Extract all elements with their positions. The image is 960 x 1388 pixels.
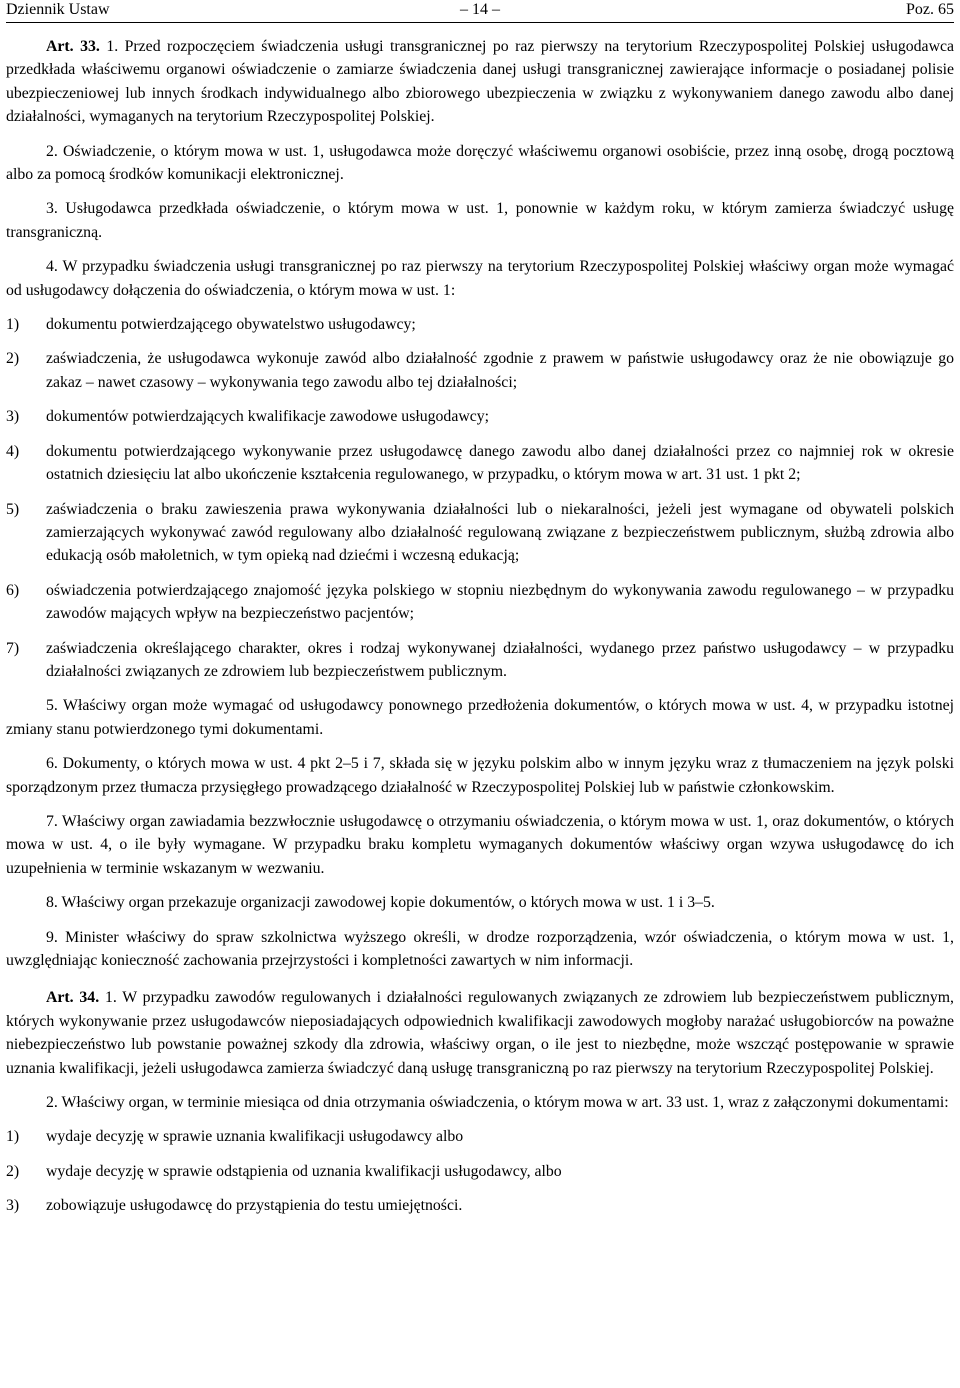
art34-paragraph-2: 2. Właściwy organ, w terminie miesiąca od dnia otrzymania oświadczenia, o którym mowa w art. 33 ust. 1, wraz z załączonymi dokumentami:: [46, 1094, 949, 1112]
art33-paragraph-2: 2. Oświadczenie, o którym mowa w ust. 1, usługodawca może doręczyć właściwemu organowi osobiście, przez inną osobę, drogą pocztową albo za pomocą środków komunikacji elektronicznej.: [6, 142, 954, 184]
document-body: [6, 35, 954, 1218]
art33-paragraph-5: 5. Właściwy organ może wymagać od usługodawcy ponownego przedłożenia dokumentów, o których mowa w ust. 4, w przypadku istotnej zmiany stanu potwierdzonego tymi dokumentami.: [6, 697, 954, 738]
art33-paragraph-4: 4. W przypadku świadczenia usługi transgranicznej po raz pierwszy na terytorium Rzeczypospolitej Polskiej właściwy organ może wymagać od usługodawcy dołączenia do oświadczenia, o którym mowa w ust. 1:: [6, 258, 954, 299]
art34-paragraph-1: Art. 34. 1. W przypadku zawodów regulowanych i działalności regulowanych związanych ze zdrowiem lub bezpieczeństwem publicznym, których wykonywanie przez usługodawców nieposiadających odpowiednich kwalifikacji zawodowych mogłoby narażać usługobiorców na poważne niebezpieczeństwo lub powstanie poważnej szkody dla zdrowia, właściwy organ, o ile jest to niezbędne, może wszcząć postępowanie w sprawie uznania kwalifikacji, jeżeli usługodawca zamierza świadczyć daną usługę transgraniczną po raz pierwszy na terytorium Rzeczypospolitej Polskiej.: [6, 989, 955, 1077]
art33-paragraph-1: Art. 33. 1. Przed rozpoczęciem świadczenia usługi transgranicznej po raz pierwszy na terytorium Rzeczypospolitej Polskiej usługodawca przedkłada właściwemu organowi oświadczenie o zamiarze świadczenia danej usługi transgranicznej zawierające informacje o posiadanej polisie ubezpieczeniowej lub innych środkach indywidualnego albo zbiorowego ubezpieczenia w związku z wykonywaniem danego zawodu albo danej działalności, wymaganych na terytorium Rzeczypospolitej Polskiej.: [6, 38, 955, 126]
art33-paragraph-7: 7. Właściwy organ zawiadamia bezzwłocznie usługodawcę o otrzymaniu oświadczenia, o którym mowa w ust. 1, oraz dokumentów, o których mowa w ust. 4, o ile były wymagane. W przypadku braku kompletu wymaganych dokumentów właściwy organ wzywa usługodawcę do ich uzupełnienia w terminie wskazanym w wezwaniu.: [6, 812, 954, 877]
list-item: 3) dokumentów potwierdzających kwalifikacje zawodowe usługodawcy;: [6, 408, 490, 426]
article-label: Art. 33.: [46, 38, 100, 55]
list-item: 1) wydaje decyzję w sprawie uznania kwalifikacji usługodawcy albo: [6, 1128, 464, 1146]
list-item: 7) zaświadczenia określającego charakter, okres i rodzaj wykonywanej działalności, wydanego przez państwo usługodawcy – w przypadku działalności związanych ze zdrowiem lub bezpieczeństwem publicznym.: [6, 639, 954, 680]
list-item: 3) zobowiązuje usługodawcę do przystąpienia do testu umiejętności.: [6, 1197, 463, 1215]
art33-paragraph-9: 9. Minister właściwy do spraw szkolnictwa wyższego określi, w drodze rozporządzenia, wzór oświadczenia, o którym mowa w ust. 1, uwzględniając konieczność zachowania przejrzystości i kompletności zawartych w nim informacji.: [6, 928, 954, 969]
art33-paragraph-6: 6. Dokumenty, o których mowa w ust. 4 pkt 2–5 i 7, składa się w języku polskim albo w innym języku wraz z tłumaczeniem na język polski sporządzonym przez tłumacza przysięgłego prowadzącego działalność w Rzeczypospolitej Polskiej lub w państwie członkowskim.: [6, 755, 954, 796]
document-page: [6, 0, 954, 1218]
list-item: 2) wydaje decyzję w sprawie odstąpienia od uznania kwalifikacji usługodawcy, albo: [6, 1162, 562, 1180]
journal-title: Dziennik Ustaw: [6, 1, 110, 18]
page-number: – 14 –: [460, 1, 500, 18]
page-header: [6, 0, 954, 23]
list-item: 5) zaświadczenia o braku zawieszenia prawa wykonywania działalności lub o niekaralności, jeżeli jest wymagane od obywateli polskich zamierzających wykonywać zawód regulowany albo działalność regulowaną związane z bezpieczeństwem publicznym, służbą zdrowia albo edukacją osób małoletnich, w tym opieką nad dziećmi i wczesną edukacją;: [6, 500, 954, 565]
list-item: 1) dokumentu potwierdzającego obywatelstwo usługodawcy;: [6, 316, 416, 334]
list-item: 6) oświadczenia potwierdzającego znajomość języka polskiego w stopniu niezbędnym do wykonywania zawodu regulowanego – w przypadku zawodów mających wpływ na bezpieczeństwo pacjentów;: [6, 581, 954, 623]
list-item: 2) zaświadczenia, że usługodawca wykonuje zawód albo działalność zgodnie z prawem w państwie usługodawcy oraz że nie obowiązuje go zakaz – nawet czasowy – wykonywania tego zawodu albo tej działalności;: [6, 350, 954, 391]
list-item: 4) dokumentu potwierdzającego wykonywanie przez usługodawcę danego zawodu albo danej działalności przez co najmniej rok w okresie ostatnich dziesięciu lat albo ukończenie kształcenia regulowanego, w przypadku, o którym mowa w art. 31 ust. 1 pkt 2;: [6, 442, 954, 484]
art33-paragraph-8: 8. Właściwy organ przekazuje organizacji zawodowej kopie dokumentów, o których mowa w ust. 1 i 3–5.: [46, 894, 715, 912]
article-label: Art. 34.: [46, 989, 100, 1007]
position-number: Poz. 65: [906, 1, 954, 18]
art33-paragraph-3: 3. Usługodawca przedkłada oświadczenie, o którym mowa w ust. 1, ponownie w każdym roku, w którym zamierza świadczyć usługę transgraniczną.: [6, 200, 954, 241]
